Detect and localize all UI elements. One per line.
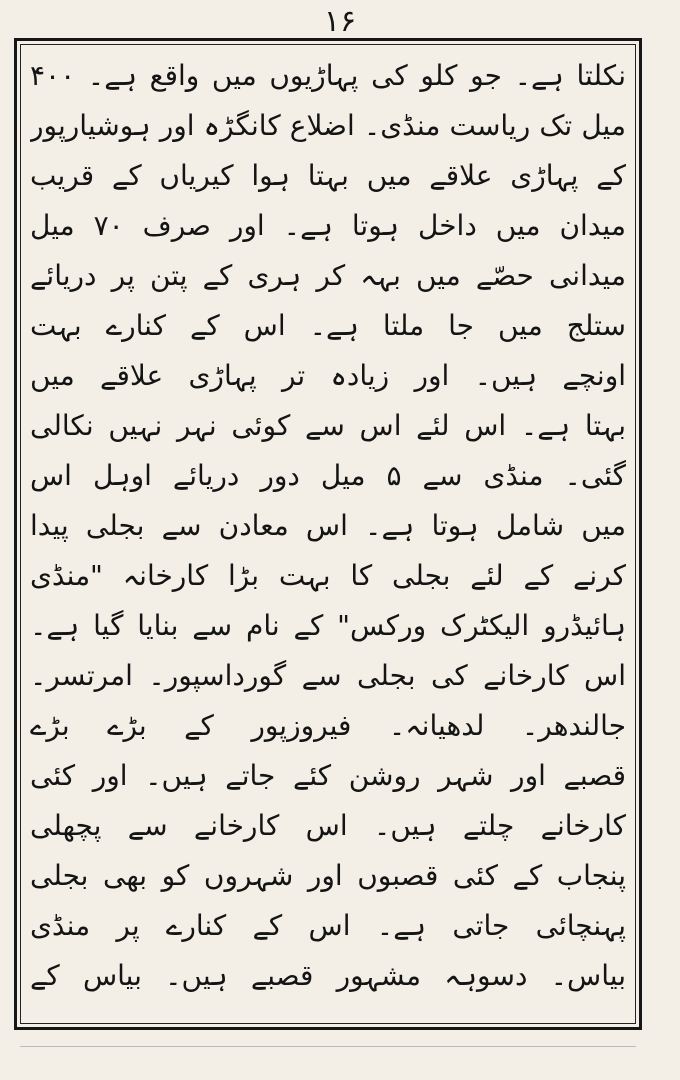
text-line: نکلتا ہے۔ جو کلو کی پہاڑیوں میں واقع ہے۔ ۴۰۰: [30, 59, 626, 92]
text-line: میدان میں داخل ہوتا ہے۔ اور صرف ۷۰ میل: [30, 209, 626, 242]
text-line: کے پہاڑی علاقے میں بہتا ہوا کیریاں کے قریب: [30, 159, 626, 192]
text-line: جالندھر۔ لدھیانہ۔ فیروزپور کے بڑے بڑے: [30, 709, 626, 742]
text-line: پنجاب کے کئی قصبوں اور شہروں کو بھی بجلی: [30, 859, 626, 892]
text-line: کارخانے چلتے ہیں۔ اس کارخانے سے پچھلی: [30, 809, 626, 842]
text-line: ہائیڈرو الیکٹرک ورکس" کے نام سے بنایا گیا ہے۔: [30, 609, 626, 642]
page-bottom-edge: [20, 1046, 636, 1047]
text-line: پہنچائی جاتی ہے۔ اس کے کنارے پر منڈی: [30, 909, 626, 942]
page-number: ۱۶: [323, 4, 357, 39]
urdu-text-body: [30, 50, 626, 1000]
text-line: ستلج میں جا ملتا ہے۔ اس کے کنارے بہت: [30, 309, 626, 342]
text-line: گئی۔ منڈی سے ۵ میل دور دریائے اوہل اس: [30, 459, 626, 492]
text-line: بیاس۔ دسوہہ مشہور قصبے ہیں۔ بیاس کے: [30, 959, 626, 992]
text-line: میل تک ریاست منڈی۔ اضلاع کانگڑہ اور ہوشیارپور: [30, 109, 626, 142]
text-line: میدانی حصّے میں بہہ کر ہری کے پتن پر دریائے: [30, 259, 626, 292]
text-line: قصبے اور شہر روشن کئے جاتے ہیں۔ اور کئی: [30, 759, 626, 792]
text-line: کرنے کے لئے بجلی کا بہت بڑا کارخانہ "منڈی: [30, 559, 626, 592]
text-line: بہتا ہے۔ اس لئے اس سے کوئی نہر نہیں نکالی: [30, 409, 626, 442]
text-line: اونچے ہیں۔ اور زیادہ تر پہاڑی علاقے میں: [30, 359, 626, 392]
text-line: میں شامل ہوتا ہے۔ اس معادن سے بجلی پیدا: [30, 509, 626, 542]
text-line: اس کارخانے کی بجلی سے گورداسپور۔ امرتسر۔: [30, 659, 626, 692]
